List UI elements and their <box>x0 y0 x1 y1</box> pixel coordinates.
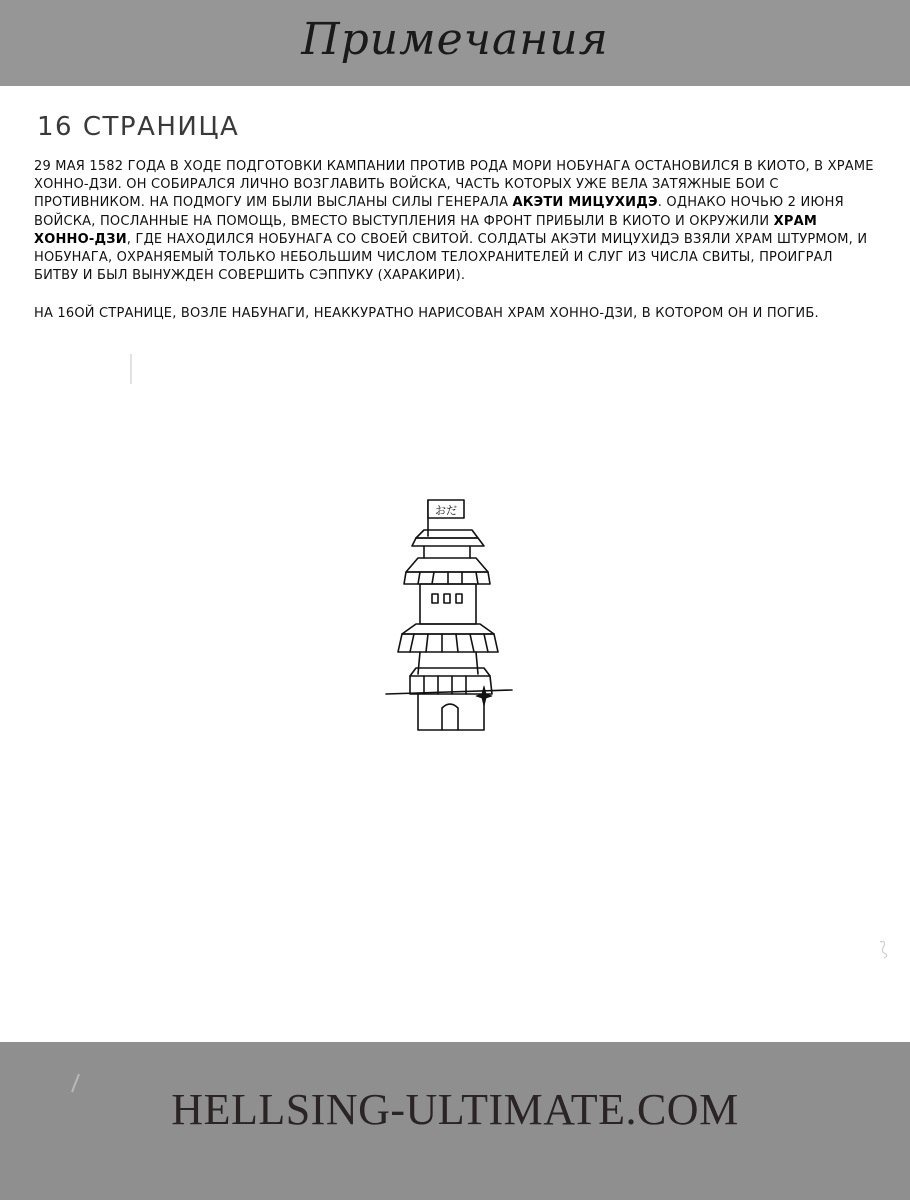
notes-content <box>34 112 877 324</box>
section-heading: 16 СТРАНИЦА <box>37 112 240 142</box>
paragraph-text: , ГДЕ НАХОДИЛСЯ НОБУНАГА СО СВОЕЙ СВИТОЙ. СОЛДАТЫ АКЭТИ МИЦУХИДЭ ВЗЯЛИ ХРАМ ШТУРМОМ, И НОБУНАГА, ОХРАНЯЕМЫЙ ТОЛЬКО НЕБОЛЬШИМ ЧИСЛОМ ТЕЛОХРАНИТЕЛЕЙ И СЛУГ ИЗ ЧИСЛА СВИТЫ, ПРОИГРАЛ БИТВУ И БЫЛ ВЫНУЖДЕН СОВЕРШИТЬ СЭППУКУ (ХАРАКИРИ). <box>34 231 868 284</box>
highlight-akechi: АКЭТИ МИЦУХИДЭ <box>512 195 658 211</box>
pencil-mark <box>128 352 134 386</box>
history-paragraph <box>34 158 877 285</box>
highlight-honnoji: ХРАМ ХОННО-ДЗИ <box>34 213 818 247</box>
site-url: HELLSING-ULTIMATE.COM <box>171 1085 739 1134</box>
drawing-note-paragraph: НА 16ОЙ СТРАНИЦЕ, ВОЗЛЕ НАБУНАГИ, НЕАККУРАТНО НАРИСОВАН ХРАМ ХОННО-ДЗИ, В КОТОРОМ ОН И ПОГИБ. <box>34 306 819 322</box>
page-title: Примечания <box>301 14 609 65</box>
stray-scribble <box>876 938 892 960</box>
flag-label: おだ <box>435 504 457 517</box>
paragraph-text: 29 МАЯ 1582 ГОДА В ХОДЕ ПОДГОТОВКИ КАМПАНИИ ПРОТИВ РОДА МОРИ НОБУНАГА ОСТАНОВИЛСЯ В КИОТО, В ХРАМЕ ХОННО-ДЗИ. ОН СОБИРАЛСЯ ЛИЧНО ВОЗГЛАВИТЬ ВОЙСКА, ЧАСТЬ КОТОРЫХ УЖЕ ВЕЛА ЗАТЯЖНЫЕ БОИ С ПРОТИВНИКОМ. НА ПОДМОГУ ИМ БЫЛИ ВЫСЛАНЫ СИЛЫ ГЕНЕРАЛА <box>34 159 874 211</box>
paragraph-text: . ОДНАКО НОЧЬЮ 2 ИЮНЯ ВОЙСКА, ПОСЛАННЫЕ НА ПОМОЩЬ, ВМЕСТО ВЫСТУПЛЕНИЯ НА ФРОНТ ПРИБЫЛИ В КИОТО И ОКРУЖИЛИ <box>34 195 844 229</box>
temple-drawing-icon <box>380 494 520 734</box>
